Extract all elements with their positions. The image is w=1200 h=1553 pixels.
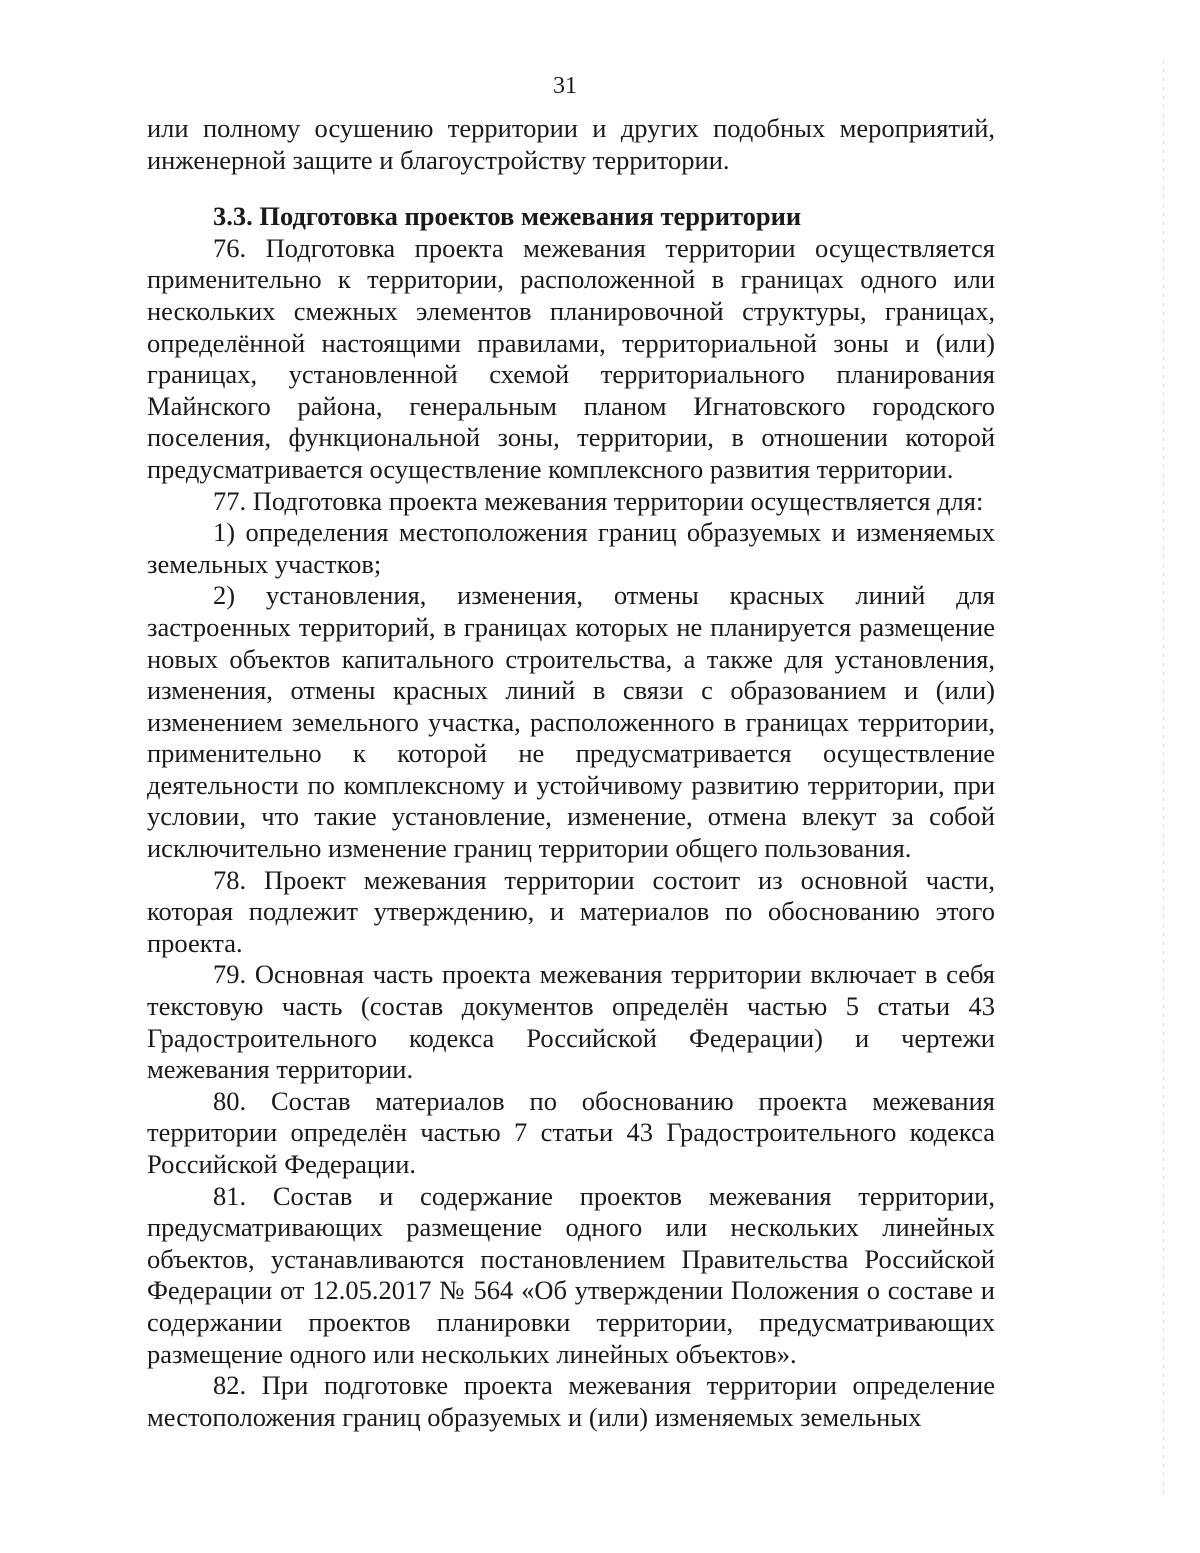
list-item-1: 1) определения местоположения границ образуемых и изменяемых земельных участков; — [147, 517, 995, 579]
paragraph-81: 81. Состав и содержание проектов межевания территории, предусматривающих размещение одного или нескольких линейных объектов, устанавливаются постановлением Правительства Российской Федерации от 12.05.2017 № 564 «Об утверждении Положения о составе и содержании проектов планировки территории, предусматривающих размещение одного или нескольких линейных объектов». — [147, 1180, 995, 1369]
section-heading: 3.3. Подготовка проектов межевания территории — [213, 201, 802, 232]
page-number: 31 — [553, 73, 577, 99]
paragraph-76: 76. Подготовка проекта межевания территории осуществляется применительно к территории, расположенной в границах одного или нескольких смежных элементов планировочной структуры, границах, определённой настоящими правилами, территориальной зоны и (или) границах, установленной схемой территориального планирования Майнского района, генеральным планом Игнатовского городского поселения, функциональной зоны, территории, в отношении которой предусматривается осуществление комплексного развития территории. — [147, 232, 995, 484]
paragraph-80: 80. Состав материалов по обоснованию проекта межевания территории определён частью 7 статьи 43 Градостроительного кодекса Российской Федерации. — [147, 1085, 995, 1179]
document-body — [147, 113, 995, 1433]
paragraph-77: 77. Подготовка проекта межевания территории осуществляется для: — [213, 485, 984, 516]
list-item-2: 2) установления, изменения, отмены красных линий для застроенных территорий, в границах которых не планируется размещение новых объектов капитального строительства, а также для установления, изменения, отмены красных линий в связи с образованием и (или) изменением земельного участка, расположенного в границах территории, применительно к которой не предусматривается осуществление деятельности по комплексному и устойчивому развитию территории, при условии, что такие установление, изменение, отмена влекут за собой исключительно изменение границ территории общего пользования. — [147, 580, 995, 864]
paragraph-78: 78. Проект межевания территории состоит из основной части, которая подлежит утверждению, и материалов по обоснованию этого проекта. — [147, 864, 995, 958]
continuation-paragraph: или полному осушению территории и других подобных мероприятий, инженерной защите и благоустройству территории. — [147, 113, 995, 175]
scan-edge-artifact — [1163, 60, 1164, 1500]
paragraph-82: 82. При подготовке проекта межевания территории определение местоположения границ образуемых и (или) изменяемых земельных — [147, 1370, 995, 1432]
paragraph-79: 79. Основная часть проекта межевания территории включает в себя текстовую часть (состав документов определён частью 5 статьи 43 Градостроительного кодекса Российской Федерации) и чертежи межевания территории. — [147, 959, 995, 1085]
